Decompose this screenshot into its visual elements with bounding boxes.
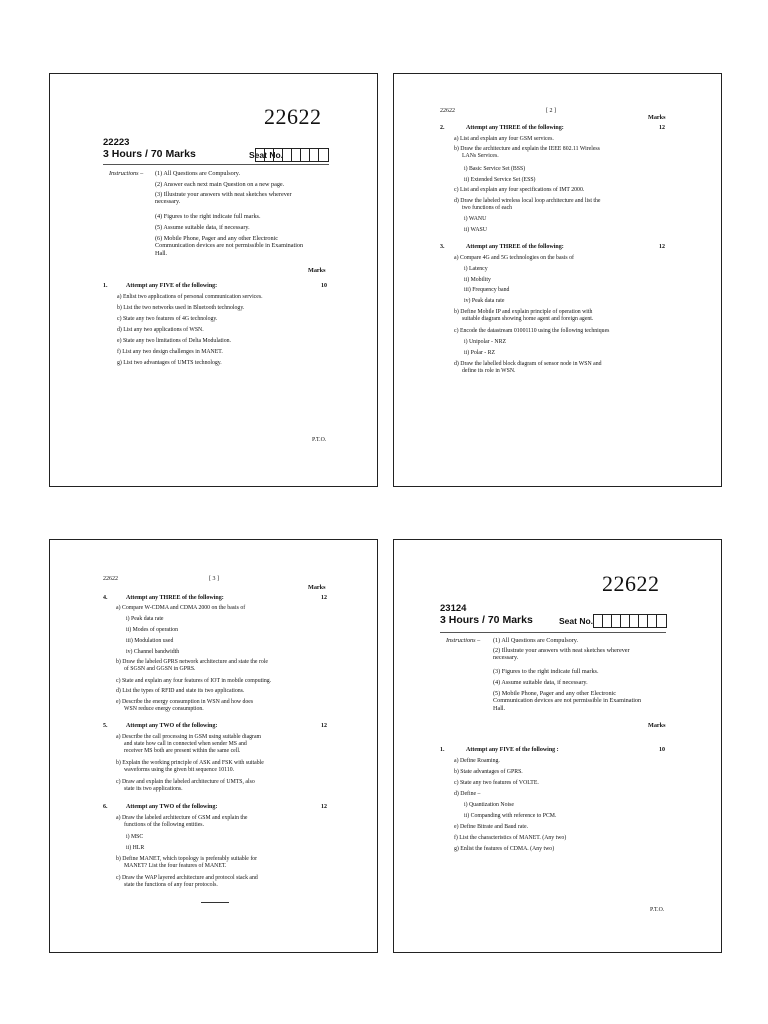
exam-page-4 — [393, 539, 722, 953]
question-item: b) Explain the working principle of ASK and FSK with suitable — [116, 760, 264, 766]
question-marks: 10 — [321, 283, 327, 289]
question-item: a) Compare 4G and 5G technologies on the basis of — [454, 255, 574, 261]
question-item: f) List any two design challenges in MANET. — [117, 349, 223, 355]
sub-item: iv) Channel bandwidth — [126, 649, 180, 655]
question-number: 4. — [103, 595, 108, 601]
duration-marks: 3 Hours / 70 Marks — [103, 148, 196, 160]
pto-label: P.T.O. — [312, 437, 327, 443]
marks-label: Marks — [308, 267, 326, 274]
subject-code: 23124 — [440, 603, 467, 614]
sub-item: ii) Modes of operation — [126, 627, 178, 633]
question-item: receiver MS both are present within the same cell. — [124, 748, 241, 754]
page-number: [ 3 ] — [209, 576, 219, 582]
sub-item: i) WANU — [464, 216, 487, 222]
instruction-item: (1) All Questions are Compulsory. — [155, 170, 241, 177]
seat-number-boxes — [593, 614, 667, 628]
question-item: c) Encode the datastream 01001110 using the following techniques — [454, 328, 610, 334]
question-heading: Attempt any FIVE of the following: — [126, 283, 218, 289]
question-item: define its role in WSN. — [462, 368, 516, 374]
paper-code: 22622 — [264, 104, 322, 129]
header-code: 22622 — [440, 108, 455, 114]
instructions-lead: Instructions – — [109, 170, 144, 177]
instruction-item: (4) Figures to the right indicate full marks. — [155, 213, 261, 220]
question-item: of SGSN and GGSN in GPRS. — [124, 666, 196, 672]
question-item: a) Define Roaming. — [454, 758, 500, 764]
question-item: functions of the following entities. — [124, 822, 205, 828]
sub-item: ii) Mobility — [464, 277, 491, 283]
sub-item: ii) Companding with reference to PCM. — [464, 813, 557, 819]
paper-code: 22622 — [602, 571, 660, 596]
question-item: LANs Services. — [462, 153, 499, 159]
instruction-item: (6) Mobile Phone, Pager and any other Electronic Communication devices are not permissible in Examination Hall. — [155, 235, 304, 257]
sub-item: i) MSC — [126, 834, 144, 840]
instruction-item: (3) Figures to the right indicate full marks. — [493, 668, 599, 675]
question-heading: Attempt any THREE of the following: — [126, 595, 224, 601]
instruction-item: (4) Assume suitable data, if necessary. — [493, 679, 588, 686]
question-item: state the functions of any four protocols. — [124, 882, 218, 888]
sub-item: ii) HLR — [126, 845, 145, 851]
question-marks: 12 — [659, 125, 665, 131]
question-item: state its two applications. — [124, 786, 183, 792]
question-item: c) State any two features of 4G technology. — [117, 316, 218, 322]
question-item: c) Draw and explain the labeled architecture of UMTS, also — [116, 779, 255, 785]
header-rule — [440, 632, 666, 633]
seat-number-label: Seat No. — [559, 616, 594, 626]
question-heading: Attempt any FIVE of the following : — [466, 747, 559, 753]
question-item: g) List two advantages of UMTS technology. — [117, 360, 222, 366]
question-item: b) State advantages of GPRS. — [454, 769, 523, 775]
sub-item: iii) Modulation used — [126, 638, 174, 644]
question-item: b) Define Mobile IP and explain principle of operation with — [454, 309, 593, 315]
question-number: 5. — [103, 723, 108, 729]
question-item: WSN reduce energy consumption. — [124, 706, 204, 712]
instruction-item: (5) Mobile Phone, Pager and any other Electronic Communication devices are not permissible in Examination Hall. — [493, 690, 642, 712]
question-number: 3. — [440, 244, 445, 250]
instruction-item: (1) All Questions are Compulsory. — [493, 637, 579, 644]
exam-page-1 — [49, 73, 378, 487]
header-code: 22622 — [103, 576, 118, 582]
question-marks: 12 — [321, 595, 327, 601]
exam-page-3 — [49, 539, 378, 953]
marks-label: Marks — [648, 114, 666, 121]
instructions-lead: Instructions – — [446, 637, 481, 644]
end-rule — [201, 902, 229, 903]
sub-item: i) Basic Service Set (BSS) — [464, 166, 526, 172]
sub-item: i) Unipolar - NRZ — [464, 339, 507, 345]
question-item: MANET? List the four features of MANET. — [124, 863, 227, 869]
question-number: 6. — [103, 804, 108, 810]
sub-item: i) Quantization Noise — [464, 802, 514, 808]
question-item: c) List and explain any four specifications of IMT 2000. — [454, 187, 585, 193]
sub-item: iii) Frequency band — [464, 287, 510, 293]
question-heading: Attempt any TWO of the following: — [126, 804, 218, 810]
sub-item: i) Peak data rate — [126, 616, 164, 622]
question-heading: Attempt any TWO of the following: — [126, 723, 218, 729]
question-heading: Attempt any THREE of the following: — [466, 125, 564, 131]
instruction-item: (2) Answer each next main Question on a new page. — [155, 181, 285, 188]
question-item: a) Draw the labeled architecture of GSM and explain the — [116, 815, 248, 821]
seat-number-label: Seat No. — [249, 150, 284, 160]
question-item: f) List the characteristics of MANET. (Any two) — [454, 835, 567, 841]
question-item: d) Draw the labeled wireless local loop architecture and list the — [454, 198, 601, 204]
question-item: suitable diagram showing home agent and foreign agent. — [462, 316, 594, 322]
sub-item: ii) Extended Service Set (ESS) — [464, 177, 536, 183]
question-item: e) Define Bitrate and Baud rate. — [454, 824, 529, 830]
question-marks: 12 — [321, 723, 327, 729]
marks-label: Marks — [648, 722, 666, 729]
question-item: d) List the types of RFID and state its two applications. — [116, 688, 245, 694]
question-marks: 12 — [321, 804, 327, 810]
question-item: two functions of each — [462, 205, 513, 211]
sub-item: iv) Peak data rate — [464, 298, 505, 304]
question-number: 1. — [440, 747, 445, 753]
subject-code: 22223 — [103, 137, 130, 148]
question-marks: 10 — [659, 747, 665, 753]
question-heading: Attempt any THREE of the following: — [466, 244, 564, 250]
seat-number-boxes — [255, 148, 329, 162]
sub-item: ii) WASU — [464, 227, 487, 233]
sub-item: ii) Polar - RZ — [464, 350, 496, 356]
question-item: a) Compare W-CDMA and CDMA 2000 on the basis of — [116, 605, 246, 611]
instruction-item: (2) Illustrate your answers with neat sketches wherever necessary. — [493, 647, 630, 662]
question-item: a) List and explain any four GSM services. — [454, 136, 554, 142]
sub-item: i) Latency — [464, 266, 488, 272]
question-item: a) Describe the call processing in GSM using suitable diagram — [116, 734, 262, 740]
question-item: a) Enlist two applications of personal communication services. — [117, 294, 263, 300]
question-item: and state how call in connected when sender MS and — [124, 741, 247, 747]
pto-label: P.T.O. — [650, 907, 665, 913]
header-rule — [103, 164, 329, 165]
question-item: e) Describe the energy consumption in WSN and how does — [116, 699, 254, 705]
question-item: waveforms using the given bit sequence 10110. — [124, 767, 235, 773]
question-number: 2. — [440, 125, 445, 131]
question-item: d) List any two applications of WSN. — [117, 327, 204, 333]
question-item: d) Draw the labelled block diagram of sensor node in WSN and — [454, 361, 602, 367]
marks-label: Marks — [308, 584, 326, 591]
page-number: [ 2 ] — [546, 108, 556, 114]
question-marks: 12 — [659, 244, 665, 250]
duration-marks: 3 Hours / 70 Marks — [440, 614, 533, 626]
question-item: c) State and explain any four features of IOT in mobile computing. — [116, 678, 272, 684]
question-item: b) Draw the architecture and explain the IEEE 802.11 Wireless — [454, 146, 600, 152]
question-item: c) Draw the WAP layered architecture and protocol stack and — [116, 875, 258, 881]
question-item: b) Draw the labeled GPRS network architecture and state the role — [116, 659, 268, 665]
question-item: b) Define MANET, which topology is preferably suitable for — [116, 856, 258, 862]
question-item: e) State any two limitations of Delta Modulation. — [117, 338, 231, 344]
question-item: b) List the two networks used in Bluetooth technology. — [117, 305, 245, 311]
question-item: g) Enlist the features of CDMA. (Any two) — [454, 846, 555, 852]
exam-page-2 — [393, 73, 722, 487]
question-item: d) Define – — [454, 791, 481, 797]
instruction-item: (5) Assume suitable data, if necessary. — [155, 224, 250, 231]
instruction-item: (3) Illustrate your answers with neat sketches wherever necessary. — [155, 191, 292, 206]
question-item: c) State any two features of VOLTE. — [454, 780, 539, 786]
question-number: 1. — [103, 283, 108, 289]
